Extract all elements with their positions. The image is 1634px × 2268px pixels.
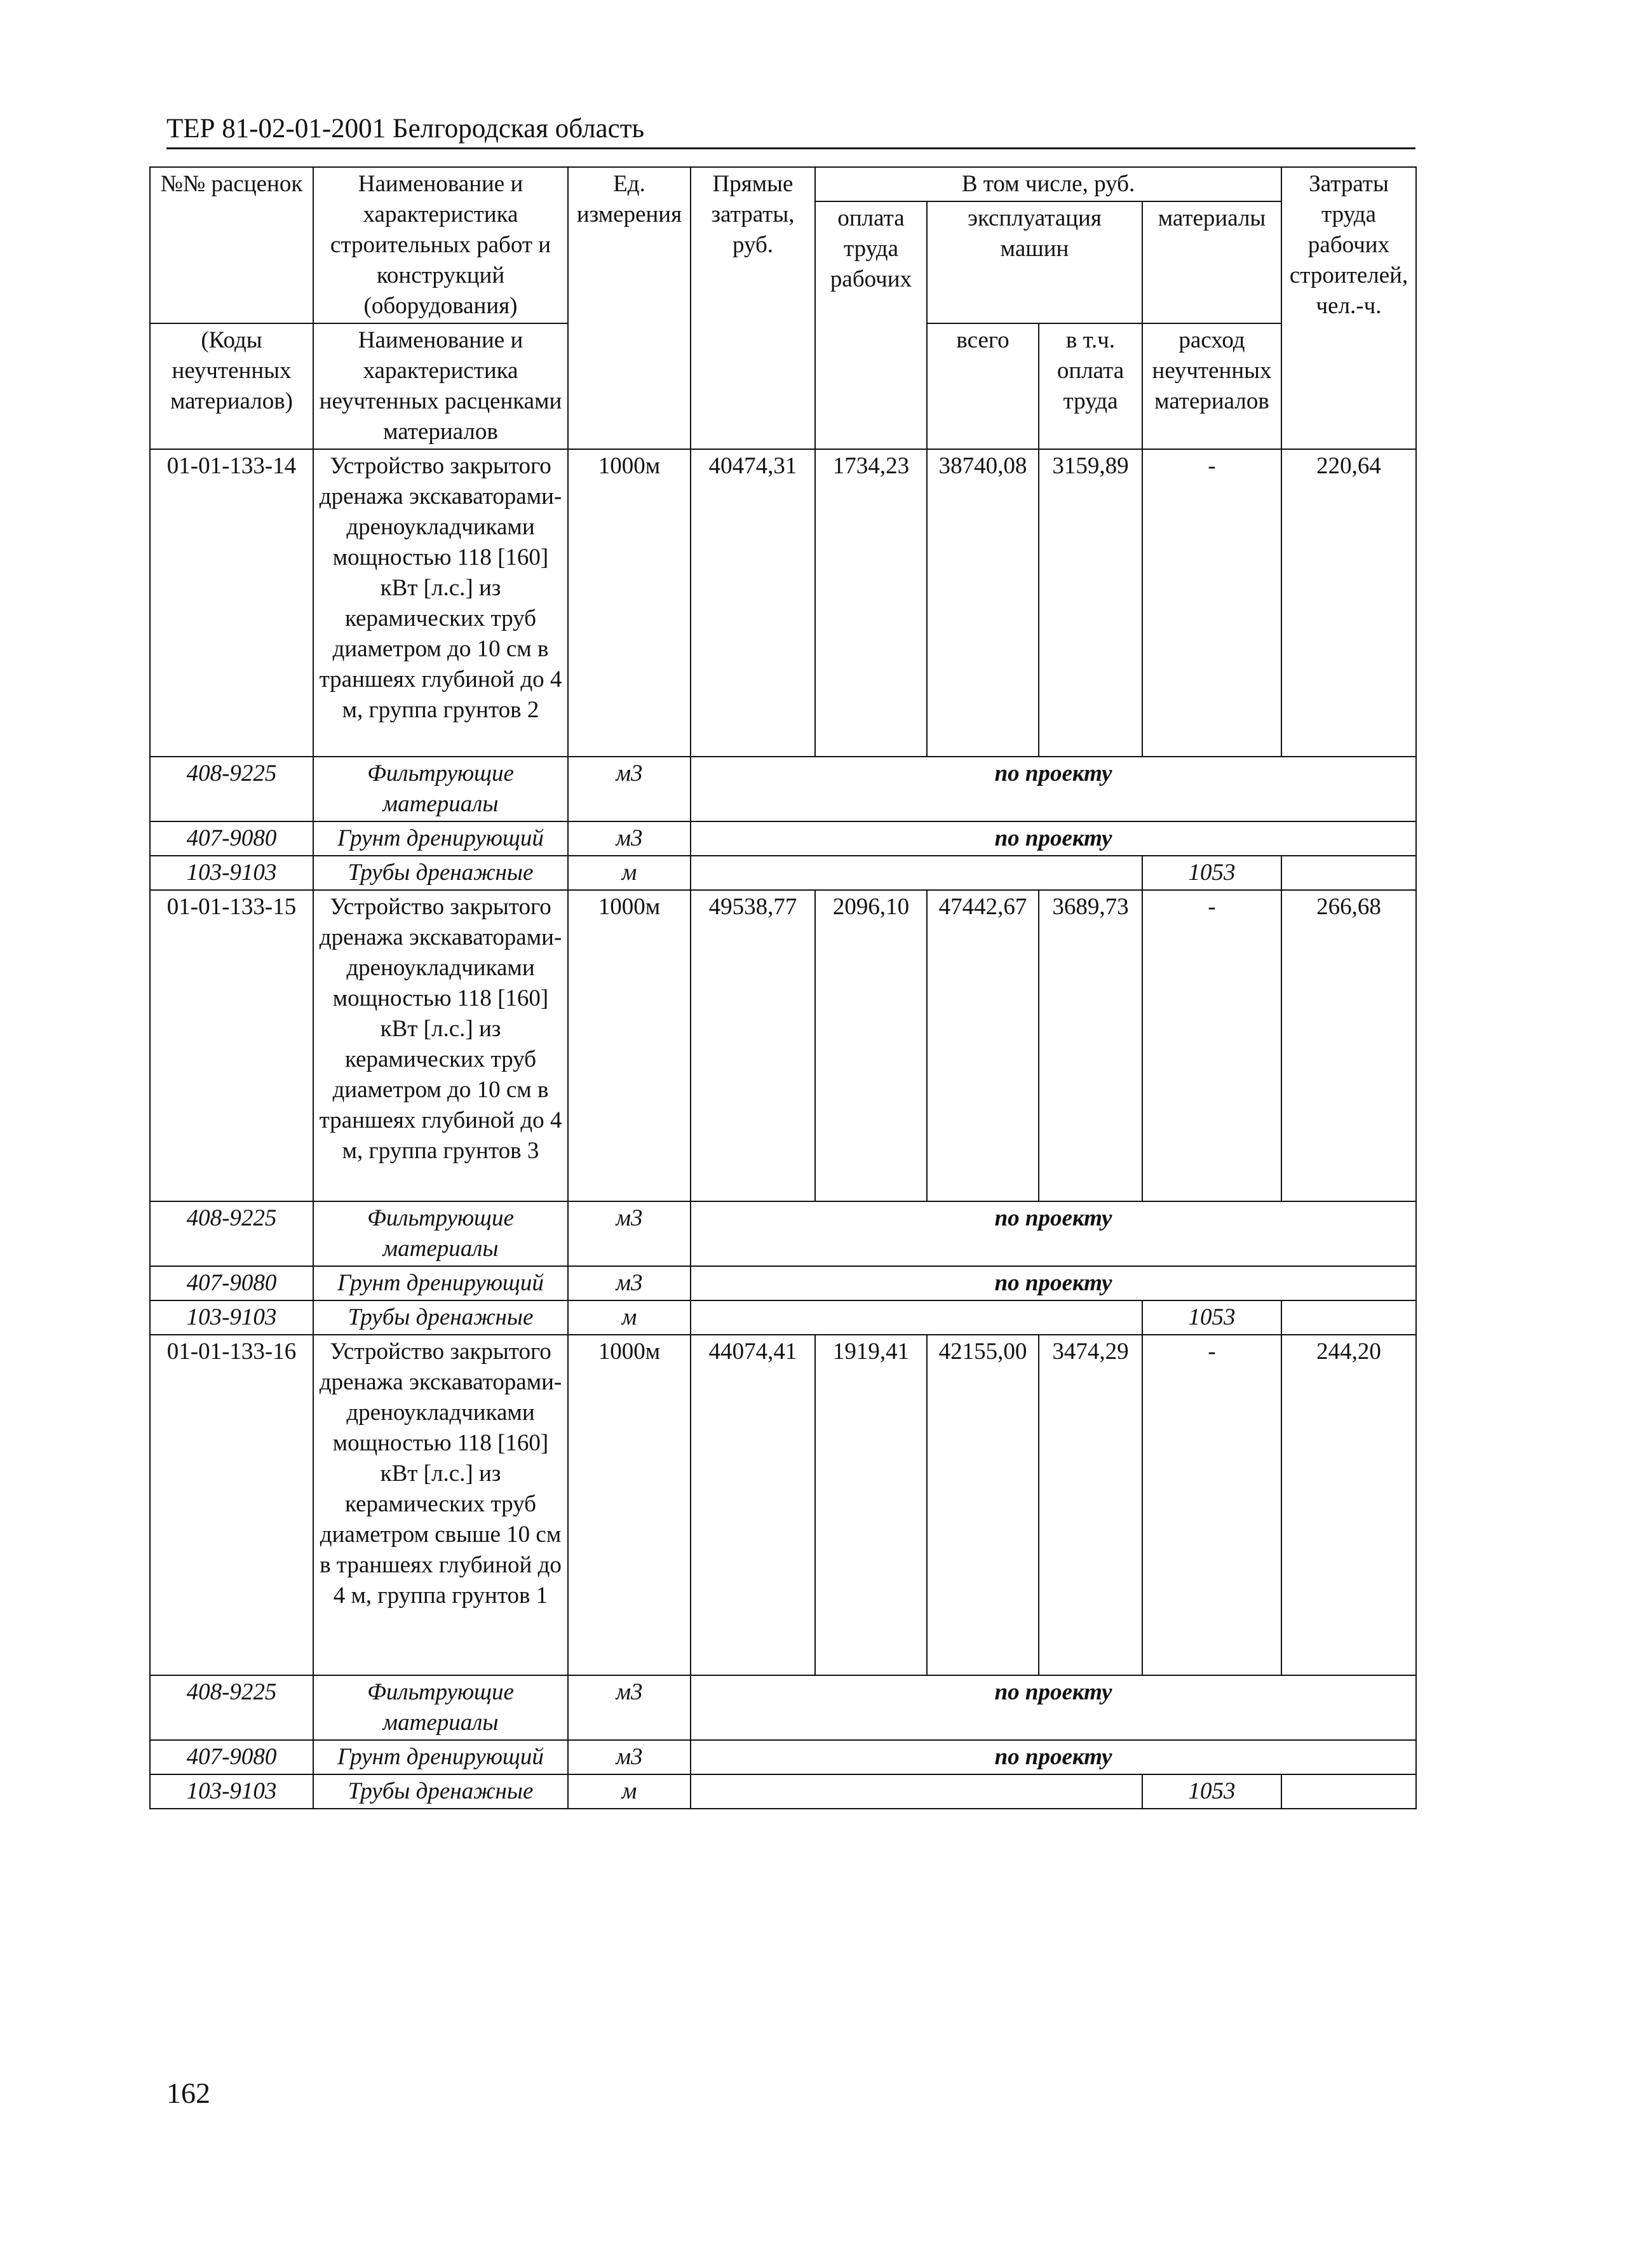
- rate-materials: -: [1142, 1335, 1281, 1675]
- page-number: 162: [166, 2077, 210, 2109]
- rate-row: [150, 1335, 1416, 1675]
- material-row: [150, 1300, 1416, 1335]
- rate-group: [150, 890, 1416, 1335]
- rate-machine-wage: 3689,73: [1039, 890, 1142, 1201]
- rate-group: [150, 449, 1416, 890]
- material-unit: м3: [568, 821, 691, 856]
- col-wage-header: оплата труда рабочих: [815, 201, 927, 449]
- rate-direct-cost: 49538,77: [691, 890, 815, 1201]
- material-name: Трубы дренажные: [313, 856, 568, 890]
- rate-group: [150, 1335, 1416, 1809]
- material-value: по проекту: [691, 1266, 1416, 1300]
- header-rule: [166, 147, 1415, 149]
- rate-materials: -: [1142, 449, 1281, 757]
- col-machine-wage-header: в т.ч. оплата труда: [1039, 323, 1142, 449]
- material-value: по проекту: [691, 1740, 1416, 1774]
- rate-code: 01-01-133-14: [150, 449, 313, 757]
- rate-machine-total: 47442,67: [927, 890, 1039, 1201]
- material-name: Фильтрующие материалы: [313, 1675, 568, 1740]
- material-code: 103-9103: [150, 856, 313, 890]
- material-name: Фильтрующие материалы: [313, 1201, 568, 1266]
- col-machine-header: эксплуатация машин: [927, 201, 1142, 323]
- material-row: [150, 1266, 1416, 1300]
- rate-code: 01-01-133-16: [150, 1335, 313, 1675]
- material-unit: м3: [568, 1740, 691, 1774]
- material-value: по проекту: [691, 757, 1416, 821]
- material-unit: м: [568, 1300, 691, 1335]
- material-row: [150, 821, 1416, 856]
- col-including-header: В том числе, руб.: [815, 167, 1281, 201]
- col-materials-header: материалы: [1142, 201, 1281, 323]
- col-uncounted-code-header: (Коды неучтенных материалов): [150, 323, 313, 449]
- material-code: 103-9103: [150, 1774, 313, 1809]
- col-material-use-header: расход неучтенных материалов: [1142, 323, 1281, 449]
- rate-machine-total: 38740,08: [927, 449, 1039, 757]
- rate-name: Устройство закрытого дренажа экскаваторами-дреноукладчиками мощностью 118 [160] кВт [л.с.] из керамических труб диаметром до 10 см в траншеях глубиной до 4 м, группа грунтов 3: [313, 890, 568, 1201]
- rate-machine-wage: 3474,29: [1039, 1335, 1142, 1675]
- material-empty-cell: [1281, 1300, 1416, 1335]
- material-unit: м: [568, 1774, 691, 1809]
- col-code-header: №№ расценок: [150, 167, 313, 323]
- rate-labor: 266,68: [1281, 890, 1416, 1201]
- material-code: 407-9080: [150, 1740, 313, 1774]
- material-empty-cell: [1281, 1774, 1416, 1809]
- material-code: 407-9080: [150, 821, 313, 856]
- col-name-header: Наименование и характеристика строительных работ и конструкций (оборудования): [313, 167, 568, 323]
- material-row: [150, 757, 1416, 821]
- material-empty-cell: [691, 856, 1142, 890]
- material-name: Грунт дренирующий: [313, 1266, 568, 1300]
- material-unit: м3: [568, 1266, 691, 1300]
- table-head: [150, 167, 1416, 449]
- rate-direct-cost: 44074,41: [691, 1335, 815, 1675]
- col-unit-header: Ед. измерения: [568, 167, 691, 449]
- material-unit: м: [568, 856, 691, 890]
- material-value: по проекту: [691, 1201, 1416, 1266]
- rate-row: [150, 449, 1416, 757]
- material-name: Трубы дренажные: [313, 1774, 568, 1809]
- rate-unit: 1000м: [568, 890, 691, 1201]
- material-empty-cell: [691, 1774, 1142, 1809]
- material-name: Грунт дренирующий: [313, 1740, 568, 1774]
- rate-machine-total: 42155,00: [927, 1335, 1039, 1675]
- material-value: 1053: [1142, 1774, 1281, 1809]
- material-code: 408-9225: [150, 1201, 313, 1266]
- rate-labor: 244,20: [1281, 1335, 1416, 1675]
- material-code: 103-9103: [150, 1300, 313, 1335]
- rate-machine-wage: 3159,89: [1039, 449, 1142, 757]
- material-value: 1053: [1142, 856, 1281, 890]
- material-value: по проекту: [691, 1675, 1416, 1740]
- material-value: по проекту: [691, 821, 1416, 856]
- material-row: [150, 1201, 1416, 1266]
- col-direct-header: Прямые затраты, руб.: [691, 167, 815, 449]
- material-name: Грунт дренирующий: [313, 821, 568, 856]
- material-code: 408-9225: [150, 1675, 313, 1740]
- rate-wage: 2096,10: [815, 890, 927, 1201]
- material-unit: м3: [568, 757, 691, 821]
- material-row: [150, 1675, 1416, 1740]
- rate-direct-cost: 40474,31: [691, 449, 815, 757]
- material-row: [150, 856, 1416, 890]
- page-header: ТЕР 81-02-01-2001 Белгородская область: [166, 114, 645, 144]
- col-machine-total-header: всего: [927, 323, 1039, 449]
- col-uncounted-name-header: Наименование и характеристика неучтенных расценками материалов: [313, 323, 568, 449]
- material-name: Трубы дренажные: [313, 1300, 568, 1335]
- material-name: Фильтрующие материалы: [313, 757, 568, 821]
- material-value: 1053: [1142, 1300, 1281, 1335]
- rate-unit: 1000м: [568, 1335, 691, 1675]
- rate-wage: 1919,41: [815, 1335, 927, 1675]
- rate-name: Устройство закрытого дренажа экскаваторами-дреноукладчиками мощностью 118 [160] кВт [л.с.] из керамических труб диаметром до 10 см в траншеях глубиной до 4 м, группа грунтов 2: [313, 449, 568, 757]
- material-unit: м3: [568, 1201, 691, 1266]
- rate-unit: 1000м: [568, 449, 691, 757]
- rate-code: 01-01-133-15: [150, 890, 313, 1201]
- material-row: [150, 1740, 1416, 1774]
- rate-labor: 220,64: [1281, 449, 1416, 757]
- material-code: 408-9225: [150, 757, 313, 821]
- material-row: [150, 1774, 1416, 1809]
- material-empty-cell: [691, 1300, 1142, 1335]
- col-labor-header: Затраты труда рабочих строителей, чел.-ч.: [1281, 167, 1416, 449]
- material-empty-cell: [1281, 856, 1416, 890]
- rate-name: Устройство закрытого дренажа экскаваторами-дреноукладчиками мощностью 118 [160] кВт [л.с.] из керамических труб диаметром свыше 10 см в траншеях глубиной до 4 м, группа грунтов 1: [313, 1335, 568, 1675]
- material-code: 407-9080: [150, 1266, 313, 1300]
- material-unit: м3: [568, 1675, 691, 1740]
- rate-materials: -: [1142, 890, 1281, 1201]
- rate-row: [150, 890, 1416, 1201]
- rates-table: [149, 166, 1417, 1809]
- rate-wage: 1734,23: [815, 449, 927, 757]
